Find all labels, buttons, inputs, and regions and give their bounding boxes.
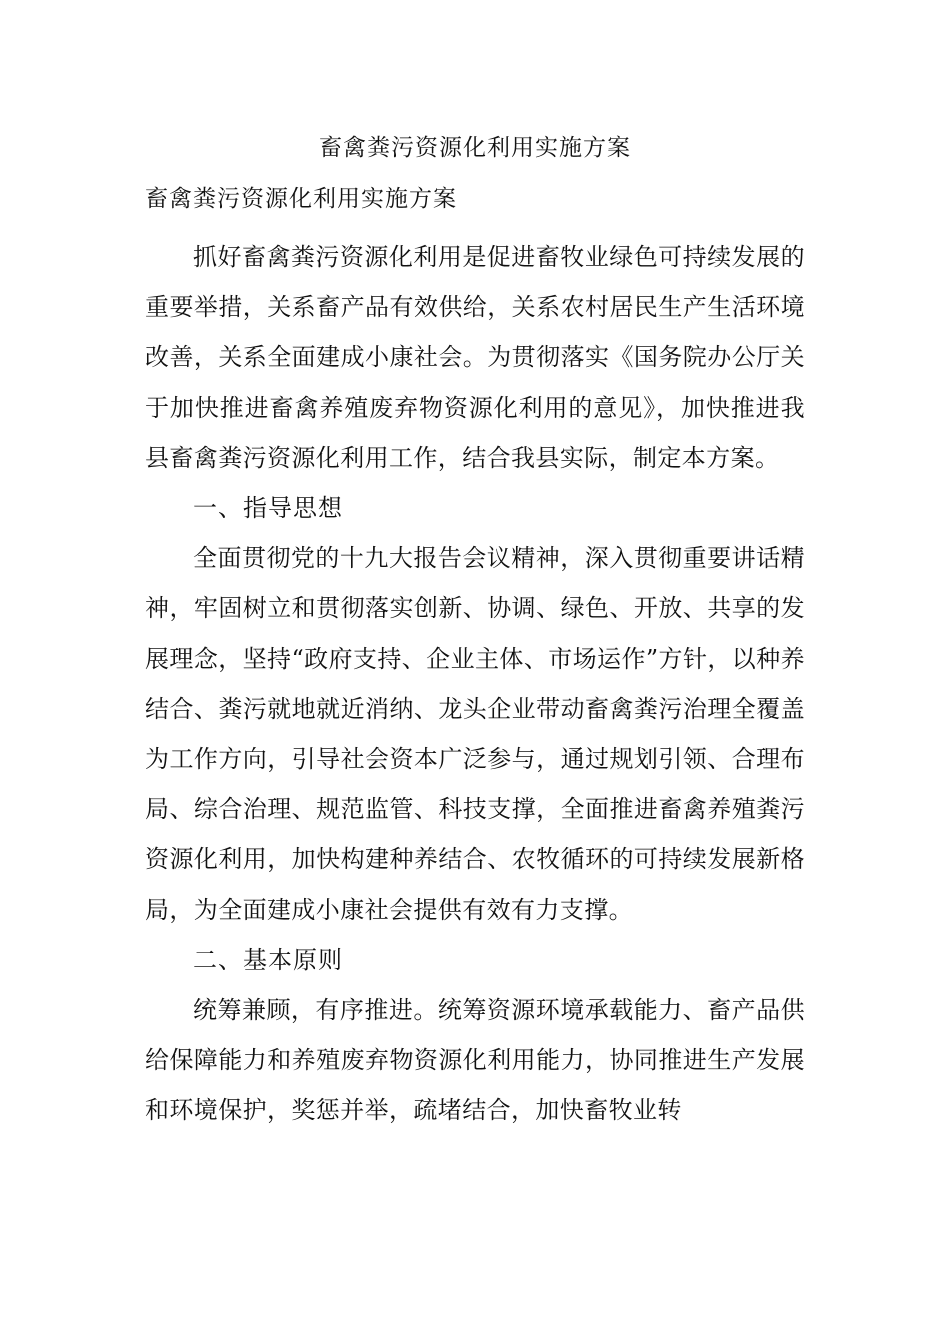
document-subtitle: 畜禽粪污资源化利用实施方案 — [145, 186, 457, 212]
section-heading-basic-principles: 二、基本原则 — [193, 945, 343, 974]
section-paragraph-basic-principles: 统筹兼顾，有序推进。统筹资源环境承载能力、畜产品供给保障能力和养殖废弃物资源化利用能力，协同推进生产发展和环境保护，奖惩并举，疏堵结合，加快畜牧业转 — [145, 996, 805, 1125]
document-body — [145, 232, 805, 1136]
document-title: 畜禽粪污资源化利用实施方案 — [319, 135, 631, 161]
section-heading-guiding-ideology: 一、指导思想 — [193, 494, 343, 523]
section-paragraph-guiding-ideology: 全面贯彻党的十九大报告会议精神，深入贯彻重要讲话精神，牢固树立和贯彻落实创新、协调、绿色、开放、共享的发展理念，坚持“政府支持、企业主体、市场运作”方针，以种养结合、粪污就地就近消纳、龙头企业带动畜禽粪污治理全覆盖为工作方向，引导社会资本广泛参与，通过规划引领、合理布局、综合治理、规范监管、科技支撑，全面推进畜禽养殖粪污资源化利用，加快构建种养结合、农牧循环的可持续发展新格局，为全面建成小康社会提供有效有力支撑。 — [145, 544, 805, 924]
intro-paragraph: 抓好畜禽粪污资源化利用是促进畜牧业绿色可持续发展的重要举措，关系畜产品有效供给，关系农村居民生产生活环境改善，关系全面建成小康社会。为贯彻落实《国务院办公厅关于加快推进畜禽养殖废弃物资源化利用的意见》，加快推进我县畜禽粪污资源化利用工作，结合我县实际，制定本方案。 — [145, 243, 805, 472]
